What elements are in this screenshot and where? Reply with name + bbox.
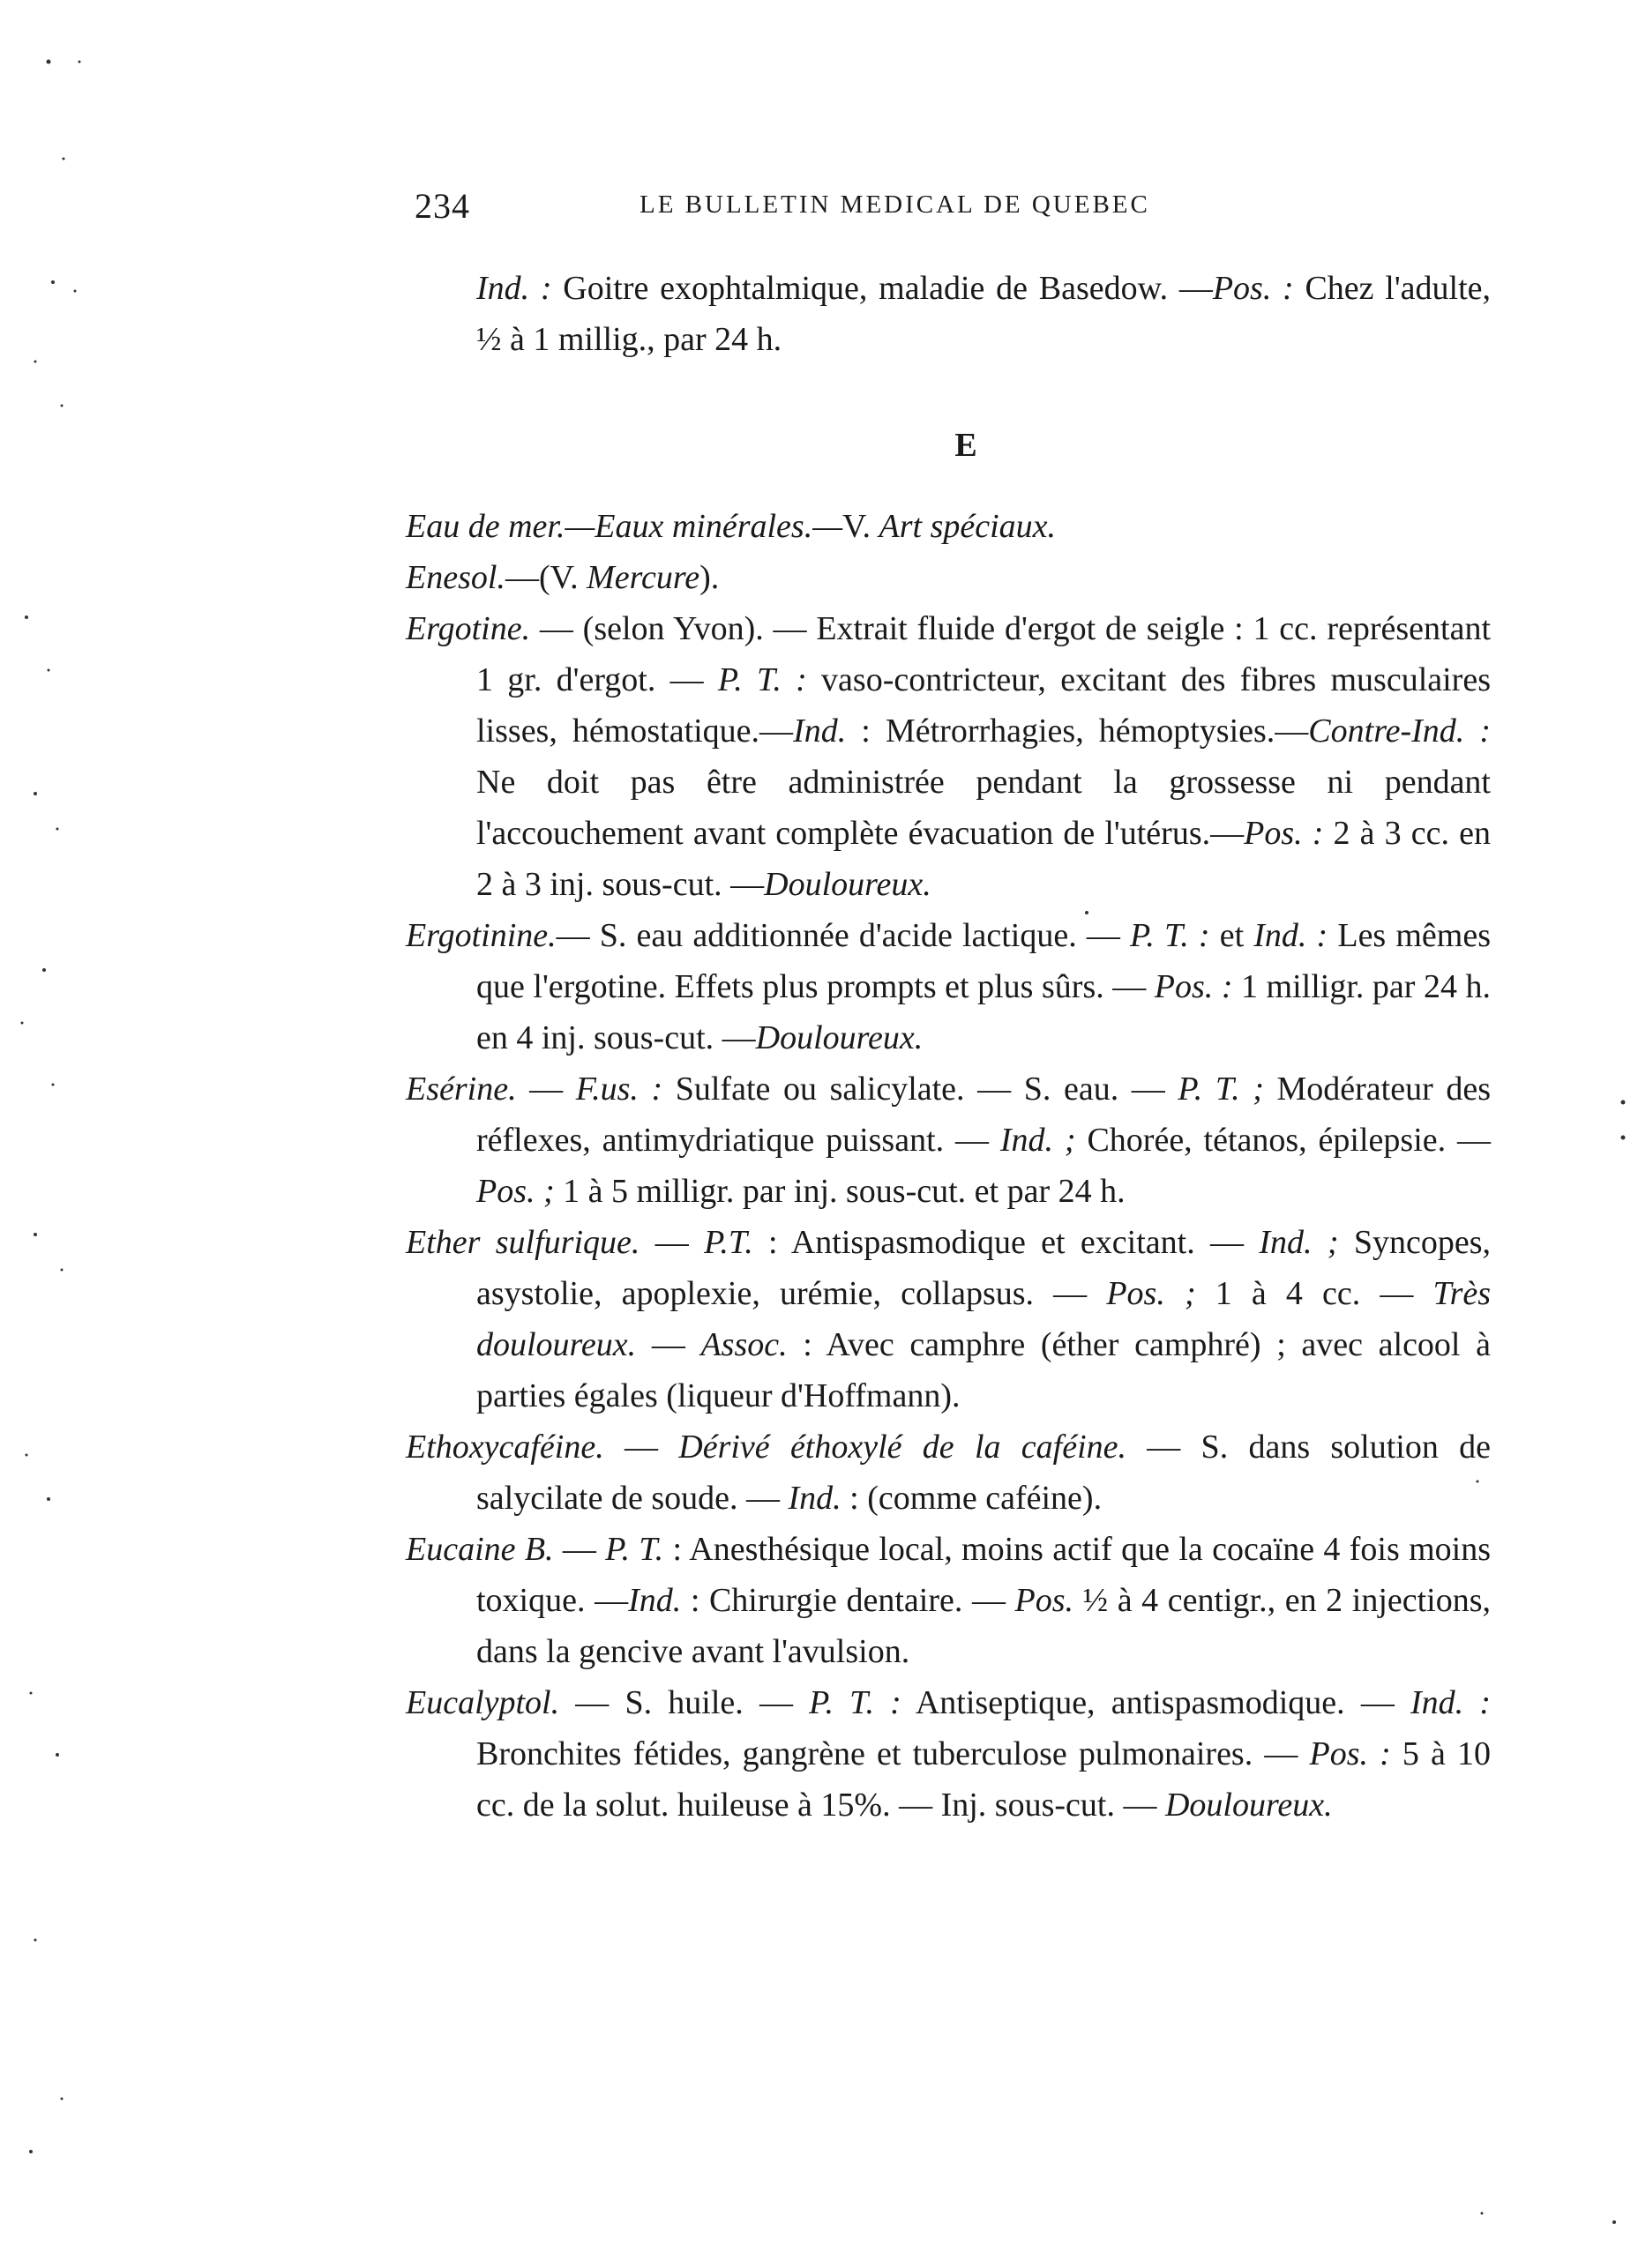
- entry-label: Pos. :: [1154, 968, 1233, 1005]
- running-title: LE BULLETIN MEDICAL DE QUEBEC: [639, 190, 1150, 219]
- entry-text: 1 milligr. par 24 h. en 4 inj. sous-cut. —: [476, 968, 1491, 1056]
- entry-text: Syncopes, asystolie, apoplexie, urémie, collapsus. —: [476, 1224, 1492, 1312]
- entry-label: Contre-Ind. :: [1308, 712, 1491, 750]
- entry-text: ½ à 4 centigr., en 2 injections, dans la gencive avant l'avulsion.: [476, 1582, 1492, 1670]
- entry-term: Ergotine.: [406, 610, 531, 647]
- entry-text: — (selon Yvon). — Extrait fluide d'ergot de seigle : 1 cc. représentant 1 gr. d'ergot. —: [476, 610, 1491, 698]
- entry-text: : Avec camphre (éther camphré) ; avec alcool à parties égales (liqueur d'Hoffmann).: [476, 1326, 1492, 1414]
- entry-label: Douloureux.: [755, 1019, 924, 1056]
- entry-text: —: [636, 1326, 701, 1363]
- entry-label: P.T.: [704, 1224, 753, 1261]
- entry-text: 1 à 5 milligr. par inj. sous-cut. et par 24 h.: [554, 1173, 1126, 1210]
- entry-text: — S. dans solution de salycilate de soude. —: [476, 1429, 1492, 1517]
- page-number: 234: [415, 186, 470, 226]
- entry-text: —: [516, 1071, 576, 1108]
- entry-text: 2 à 3 cc. en 2 à 3 inj. sous-cut. —: [476, 815, 1491, 903]
- entry-reference: Mercure: [587, 559, 700, 596]
- entry-label: Ind.: [628, 1582, 682, 1619]
- entry-term: Ethoxycaféine.: [406, 1429, 604, 1466]
- entry-text: Antiseptique, antispasmodique. —: [901, 1684, 1410, 1721]
- entry-text: et: [1209, 917, 1254, 954]
- entry-text: Modérateur des réflexes, antimydriatique puissant. —: [476, 1071, 1491, 1159]
- dictionary-page-body: [406, 263, 1491, 1831]
- entry-label: P. T.: [605, 1531, 664, 1568]
- entry-label: Assoc.: [700, 1326, 788, 1363]
- entry-eserine: [406, 1063, 1491, 1217]
- entry-text: Sulfate ou salicylate. — S. eau. —: [662, 1071, 1178, 1108]
- entry-text: : Antispasmodique et excitant. —: [752, 1224, 1260, 1261]
- entry-term: Eucaine B.: [406, 1531, 554, 1568]
- entry-text: V.: [841, 508, 879, 545]
- entry-label: Ind. ;: [999, 1122, 1076, 1159]
- entry-label: P. T. :: [717, 661, 807, 698]
- entry-term: Ergotinine.: [406, 917, 557, 954]
- entry-enesol: [406, 552, 1491, 603]
- entry-text: Bronchites fétides, gangrène et tuberculose pulmonaires. —: [476, 1735, 1310, 1772]
- entry-text: : Chirurgie dentaire. —: [681, 1582, 1015, 1619]
- entry-eucalyptol: [406, 1677, 1491, 1831]
- entry-term: Ether sulfurique.: [406, 1224, 640, 1261]
- entry-label: Pos. :: [1309, 1735, 1391, 1772]
- entry-text: —(V.: [505, 559, 587, 596]
- entry-label: P. T. :: [809, 1684, 901, 1721]
- dosage-text: Chez l'adulte, ½ à 1 millig., par 24 h.: [476, 270, 1492, 358]
- entry-label: Ind.: [788, 1480, 841, 1517]
- entry-ergotinine: [406, 910, 1491, 1063]
- entry-label: Très douloureux.: [476, 1275, 1492, 1363]
- entry-eucaine-b: [406, 1524, 1491, 1677]
- intro-paragraph: [406, 263, 1491, 365]
- entry-label: Ind.: [793, 712, 847, 750]
- entry-label: Pos. :: [1244, 815, 1324, 852]
- entry-text: — S. eau additionnée d'acide lactique. —: [556, 917, 1130, 954]
- entry-label: Ind. ;: [1259, 1224, 1339, 1261]
- dosage-label: Pos. :: [1212, 270, 1294, 307]
- entry-text: Les mêmes que l'ergotine. Effets plus prompts et plus sûrs. —: [476, 917, 1491, 1005]
- entry-label: Ind. :: [1410, 1684, 1491, 1721]
- entry-text: — S. huile. —: [559, 1684, 810, 1721]
- indication-label: Ind. :: [476, 270, 552, 307]
- entry-label: P. T. ;: [1178, 1071, 1264, 1108]
- entry-label: Dérivé éthoxylé de la caféine.: [678, 1429, 1126, 1466]
- entry-label: F.us. :: [575, 1071, 663, 1108]
- entry-text: —: [553, 1531, 606, 1568]
- section-letter: E: [954, 427, 977, 464]
- entry-ethoxycafeine: [406, 1421, 1491, 1524]
- page-header: [415, 185, 1261, 238]
- entry-eau-de-mer: [406, 501, 1491, 552]
- entry-term: Esérine.: [406, 1071, 517, 1108]
- entry-text: : Métrorrhagies, hémoptysies.—: [846, 712, 1309, 750]
- entry-term: Enesol.: [406, 559, 505, 596]
- entry-text: Chorée, tétanos, épilepsie. —: [1075, 1122, 1491, 1159]
- entry-label: Pos. ;: [476, 1173, 555, 1210]
- entry-text: 5 à 10 cc. de la solut. huileuse à 15%. — Inj. sous-cut. —: [476, 1735, 1492, 1824]
- entry-label: Douloureux.: [1164, 1787, 1333, 1824]
- entry-label: Ind. :: [1253, 917, 1328, 954]
- entry-text: 1 à 4 cc. —: [1195, 1275, 1433, 1312]
- entry-label: Pos. ;: [1106, 1275, 1196, 1312]
- entry-text: : (comme caféine).: [841, 1480, 1103, 1517]
- indication-text: Goitre exophtalmique, maladie de Basedow. —: [563, 270, 1213, 307]
- entry-label: Douloureux.: [764, 866, 931, 903]
- entry-text: ).: [699, 559, 720, 596]
- entry-label: Pos.: [1014, 1582, 1074, 1619]
- entry-term: Eucalyptol.: [406, 1684, 560, 1721]
- entry-ether-sulfurique: [406, 1217, 1491, 1421]
- entry-text: vaso-contricteur, excitant des fibres musculaires lisses, hémostatique.—: [476, 661, 1491, 750]
- entry-reference: Art spéciaux.: [879, 508, 1057, 545]
- entry-text: : Anesthésique local, moins actif que la cocaïne 4 fois moins toxique. —: [476, 1531, 1491, 1619]
- entry-ergotine: [406, 603, 1491, 910]
- entry-text: —: [639, 1224, 705, 1261]
- entry-text: —: [603, 1429, 679, 1466]
- entry-text: Ne doit pas être administrée pendant la grossesse ni pendant l'accouchement avant complète évacuation de l'utérus.—: [476, 764, 1491, 852]
- entry-term: Eau de mer.—Eaux minérales.—: [406, 508, 842, 545]
- entry-label: P. T. :: [1130, 917, 1210, 954]
